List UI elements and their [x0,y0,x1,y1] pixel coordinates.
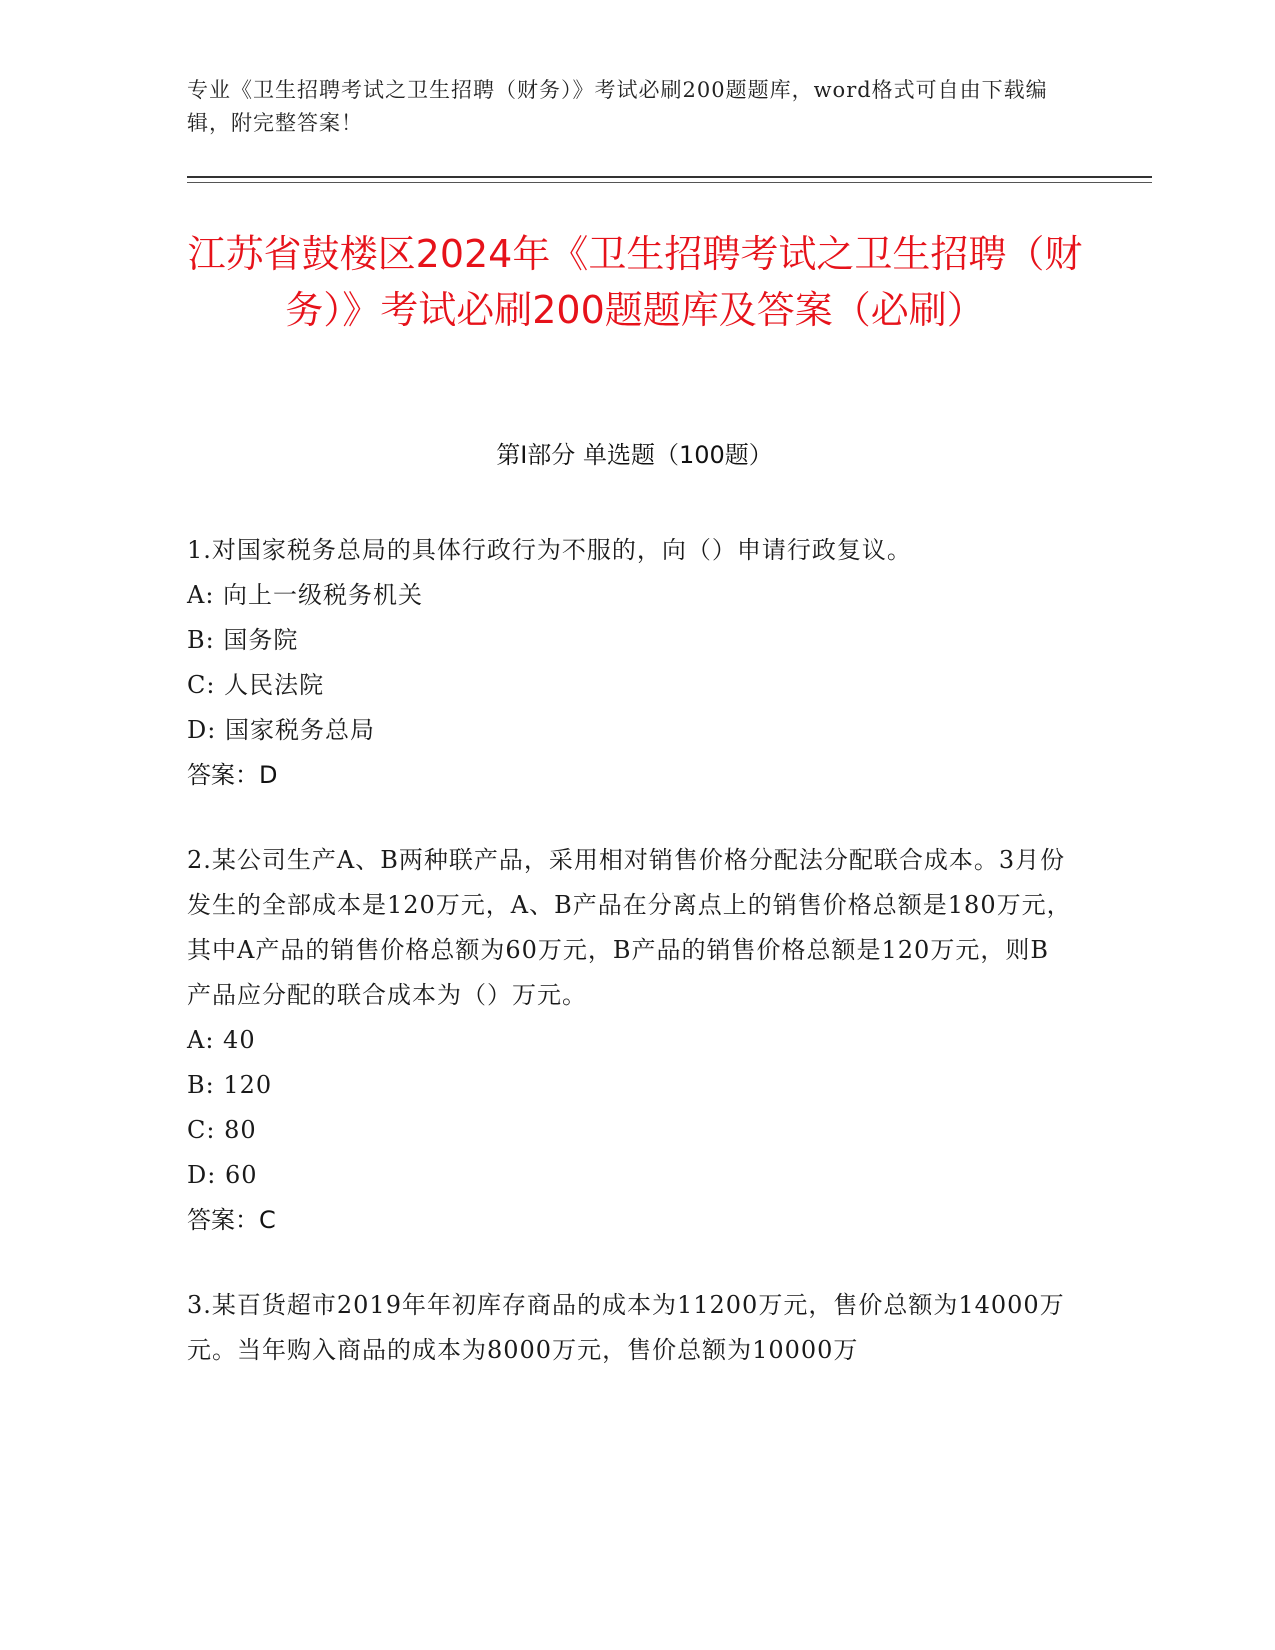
answer-line: 答案：C [187,1206,276,1234]
section-heading: 第I部分 单选题（100题） [496,441,773,469]
option-b: B: 120 [187,1071,273,1099]
question-1 [187,528,1072,798]
option-a: A: 40 [187,1026,256,1054]
option-d: D: 国家税务总局 [187,716,375,744]
header-divider-thick [187,176,1152,178]
header-note: 专业《卫生招聘考试之卫生招聘（财务）》考试必刷200题题库，word格式可自由下载编辑，附完整答案！ [187,78,1048,135]
option-c: C: 人民法院 [187,671,325,699]
option-a: A: 向上一级税务机关 [187,581,424,609]
question-list [187,528,1072,1413]
question-3 [187,1283,1072,1373]
question-stem: 3.某百货超市2019年年初库存商品的成本为11200万元，售价总额为14000万元。当年购入商品的成本为8000万元，售价总额为10000万 [187,1291,1065,1364]
option-b: B: 国务院 [187,626,299,654]
document-title: 江苏省鼓楼区2024年《卫生招聘考试之卫生招聘（财务）》考试必刷200题题库及答案（必刷） [187,232,1083,332]
option-c: C: 80 [187,1116,257,1144]
answer-line: 答案：D [187,761,278,789]
header-divider-thin [187,182,1152,183]
option-d: D: 60 [187,1161,258,1189]
question-stem: 2.某公司生产A、B两种联产品，采用相对销售价格分配法分配联合成本。3月份发生的全部成本是120万元，A、B产品在分离点上的销售价格总额是180万元，其中A产品的销售价格总额为60万元，B产品的销售价格总额是120万元，则B产品应分配的联合成本为（）万元。 [187,846,1072,1009]
question-2 [187,838,1072,1243]
question-stem: 1.对国家税务总局的具体行政行为不服的，向（）申请行政复议。 [187,536,912,564]
